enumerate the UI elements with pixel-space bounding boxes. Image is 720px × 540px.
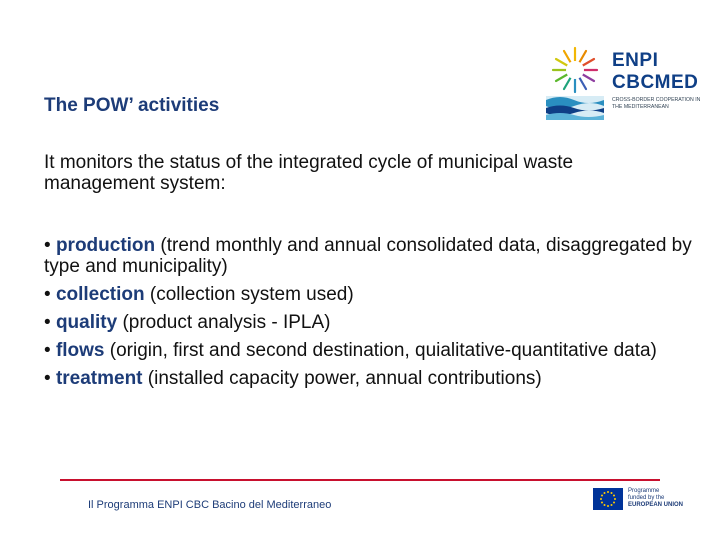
sun-icon bbox=[553, 48, 597, 92]
bullet-term: production bbox=[55, 235, 156, 256]
activity-list bbox=[44, 235, 694, 396]
list-item bbox=[44, 368, 694, 389]
eu-line3: EUROPEAN UNION bbox=[628, 502, 684, 508]
eu-line2: funded by the bbox=[628, 495, 665, 501]
bullet-symbol: • bbox=[44, 312, 51, 333]
bullet-symbol: • bbox=[44, 235, 51, 256]
slide-intro: It monitors the status of the integrated cycle of municipal waste management system: bbox=[44, 152, 574, 194]
logo-title-line2: CBCMED bbox=[612, 72, 699, 93]
list-item bbox=[44, 312, 694, 333]
logo-subtitle: CROSS-BORDER COOPERATION IN THE MEDITERRANEAN bbox=[612, 97, 701, 110]
bullet-term: collection bbox=[55, 284, 145, 305]
bullet-text: (collection system used) bbox=[144, 284, 354, 305]
eu-funding-note bbox=[628, 488, 688, 509]
footer-programme-text: Il Programma ENPI CBC Bacino del Mediterraneo bbox=[88, 499, 332, 511]
waves-icon bbox=[546, 96, 604, 120]
list-item bbox=[44, 340, 694, 361]
bullet-symbol: • bbox=[44, 340, 51, 361]
bullet-text: (product analysis - IPLA) bbox=[117, 312, 331, 333]
bullet-text: (origin, first and second destination, quialitative-quantitative data) bbox=[104, 340, 657, 361]
bullet-term: quality bbox=[55, 312, 118, 333]
bullet-symbol: • bbox=[44, 284, 51, 305]
bullet-term: flows bbox=[55, 340, 105, 361]
logo-title-line1: ENPI bbox=[612, 50, 659, 71]
bullet-text: (installed capacity power, annual contributions) bbox=[142, 368, 542, 389]
bullet-text: (trend monthly and annual consolidated data, disaggregated by type and municipality) bbox=[44, 235, 692, 277]
footer-divider bbox=[60, 479, 660, 481]
slide-title: The POW’ activities bbox=[44, 95, 220, 116]
list-item bbox=[44, 235, 694, 277]
eu-flag-icon bbox=[593, 488, 623, 510]
bullet-term: treatment bbox=[55, 368, 143, 389]
bullet-symbol: • bbox=[44, 368, 51, 389]
eu-line1: Programme bbox=[628, 488, 660, 494]
list-item bbox=[44, 284, 694, 305]
